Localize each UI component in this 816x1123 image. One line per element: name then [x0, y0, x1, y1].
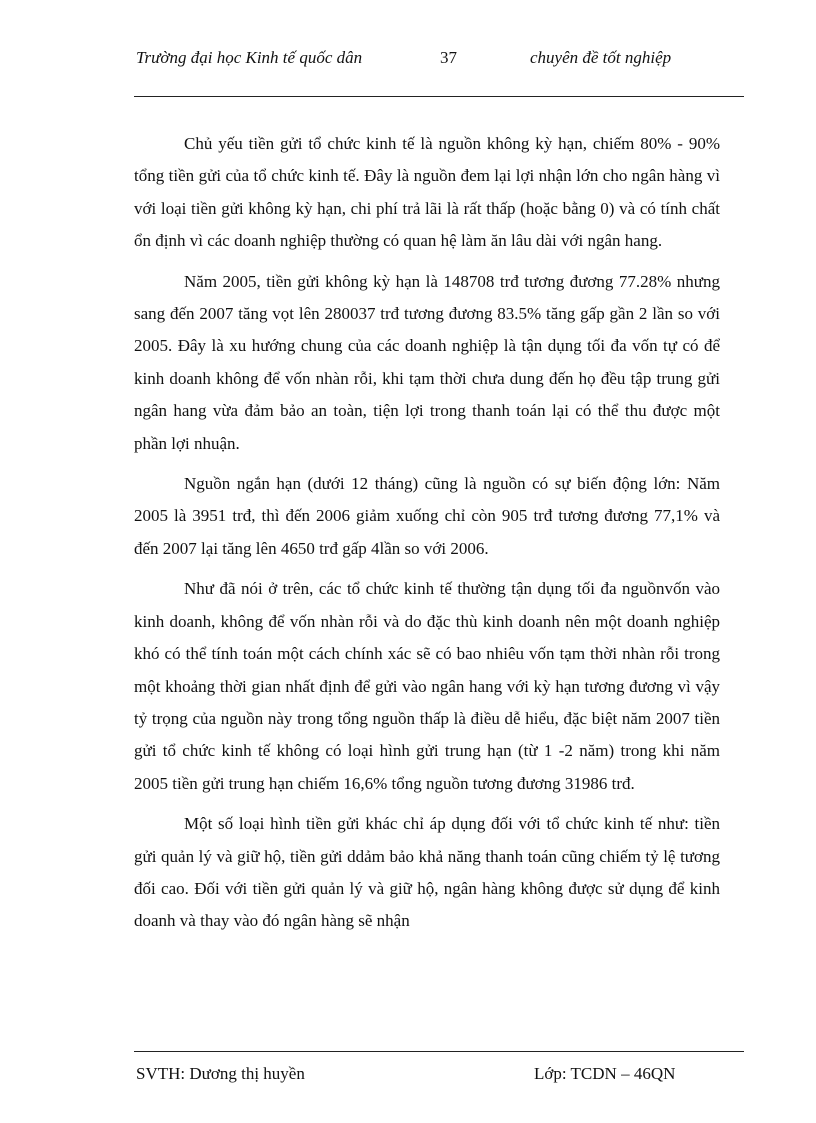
document-body: [134, 128, 720, 946]
page-footer: [134, 1064, 744, 1090]
page-number: 37: [440, 48, 457, 67]
footer-class: Lớp: TCDN – 46QN: [534, 1064, 676, 1083]
paragraph: Như đã nói ở trên, các tổ chức kinh tế thường tận dụng tối đa nguồnvốn vào kinh doanh, không để vốn nhàn rỗi và do đặc thù kinh doanh nên một doanh nghiệp khó có thể tính toán một cách chính xác sẽ có bao nhiêu vốn tạm thời nhàn rỗi trong một khoảng thời gian nhất định để gửi vào ngân hang với kỳ hạn tương đương vì vậy tỷ trọng của nguồn này trong tổng nguồn thấp là điều dễ hiểu, đặc biệt năm 2007 tiền gửi tổ chức kinh tế không có loại hình gửi trung hạn (từ 1 -2 năm) trong khi năm 2005 tiền gửi trung hạn chiếm 16,6% tổng nguồn tương đương 31986 trđ.: [134, 579, 720, 793]
header-university: Trường đại học Kinh tế quốc dân: [136, 48, 363, 67]
footer-student: SVTH: Dương thị huyền: [136, 1064, 305, 1083]
paragraph: Một số loại hình tiền gửi khác chỉ áp dụng đối với tổ chức kinh tế như: tiền gửi quản lý và giữ hộ, tiền gửi ddảm bảo khả năng thanh toán cũng chiếm tỷ lệ tương đối cao. Đối với tiền gửi quản lý và giữ hộ, ngân hàng không được sử dụng để kinh doanh và thay vào đó ngân hàng sẽ nhận: [134, 814, 720, 931]
paragraph: Chủ yếu tiền gửi tổ chức kinh tế là nguồn không kỳ hạn, chiếm 80% - 90% tổng tiền gửi của tổ chức kinh tế. Đây là nguồn đem lại lợi nhận lớn cho ngân hàng vì với loại tiền gửi không kỳ hạn, chi phí trả lãi là rất thấp (hoặc bằng 0) và có tính chất ổn định vì các doanh nghiệp thường có quan hệ làm ăn lâu dài với ngân hang.: [134, 134, 720, 251]
page-header: [134, 48, 744, 74]
footer-divider: [134, 1051, 744, 1052]
header-divider: [134, 96, 744, 97]
header-document-type: chuyên đề tốt nghiệp: [530, 48, 672, 67]
paragraph: Năm 2005, tiền gửi không kỳ hạn là 148708 trđ tương đương 77.28% nhưng sang đến 2007 tăng vọt lên 280037 trđ tương đương 83.5% tăng gấp gần 2 lần so với 2005. Đây là xu hướng chung của các doanh nghiệp là tận dụng tối đa vốn tự có để kinh doanh không để vốn nhàn rỗi, khi tạm thời chưa dung đến họ đều tập trung gửi ngân hang vừa đảm bảo an toàn, tiện lợi trong thanh toán lại có thể thu được một phần lợi nhuận.: [134, 271, 720, 453]
paragraph: Nguồn ngắn hạn (dưới 12 tháng) cũng là nguồn có sự biến động lớn: Năm 2005 là 3951 trđ, thì đến 2006 giảm xuống chỉ còn 905 trđ tương đương 77,1% và đến 2007 lại tăng lên 4650 trđ gấp 4lần so với 2006.: [134, 474, 720, 558]
